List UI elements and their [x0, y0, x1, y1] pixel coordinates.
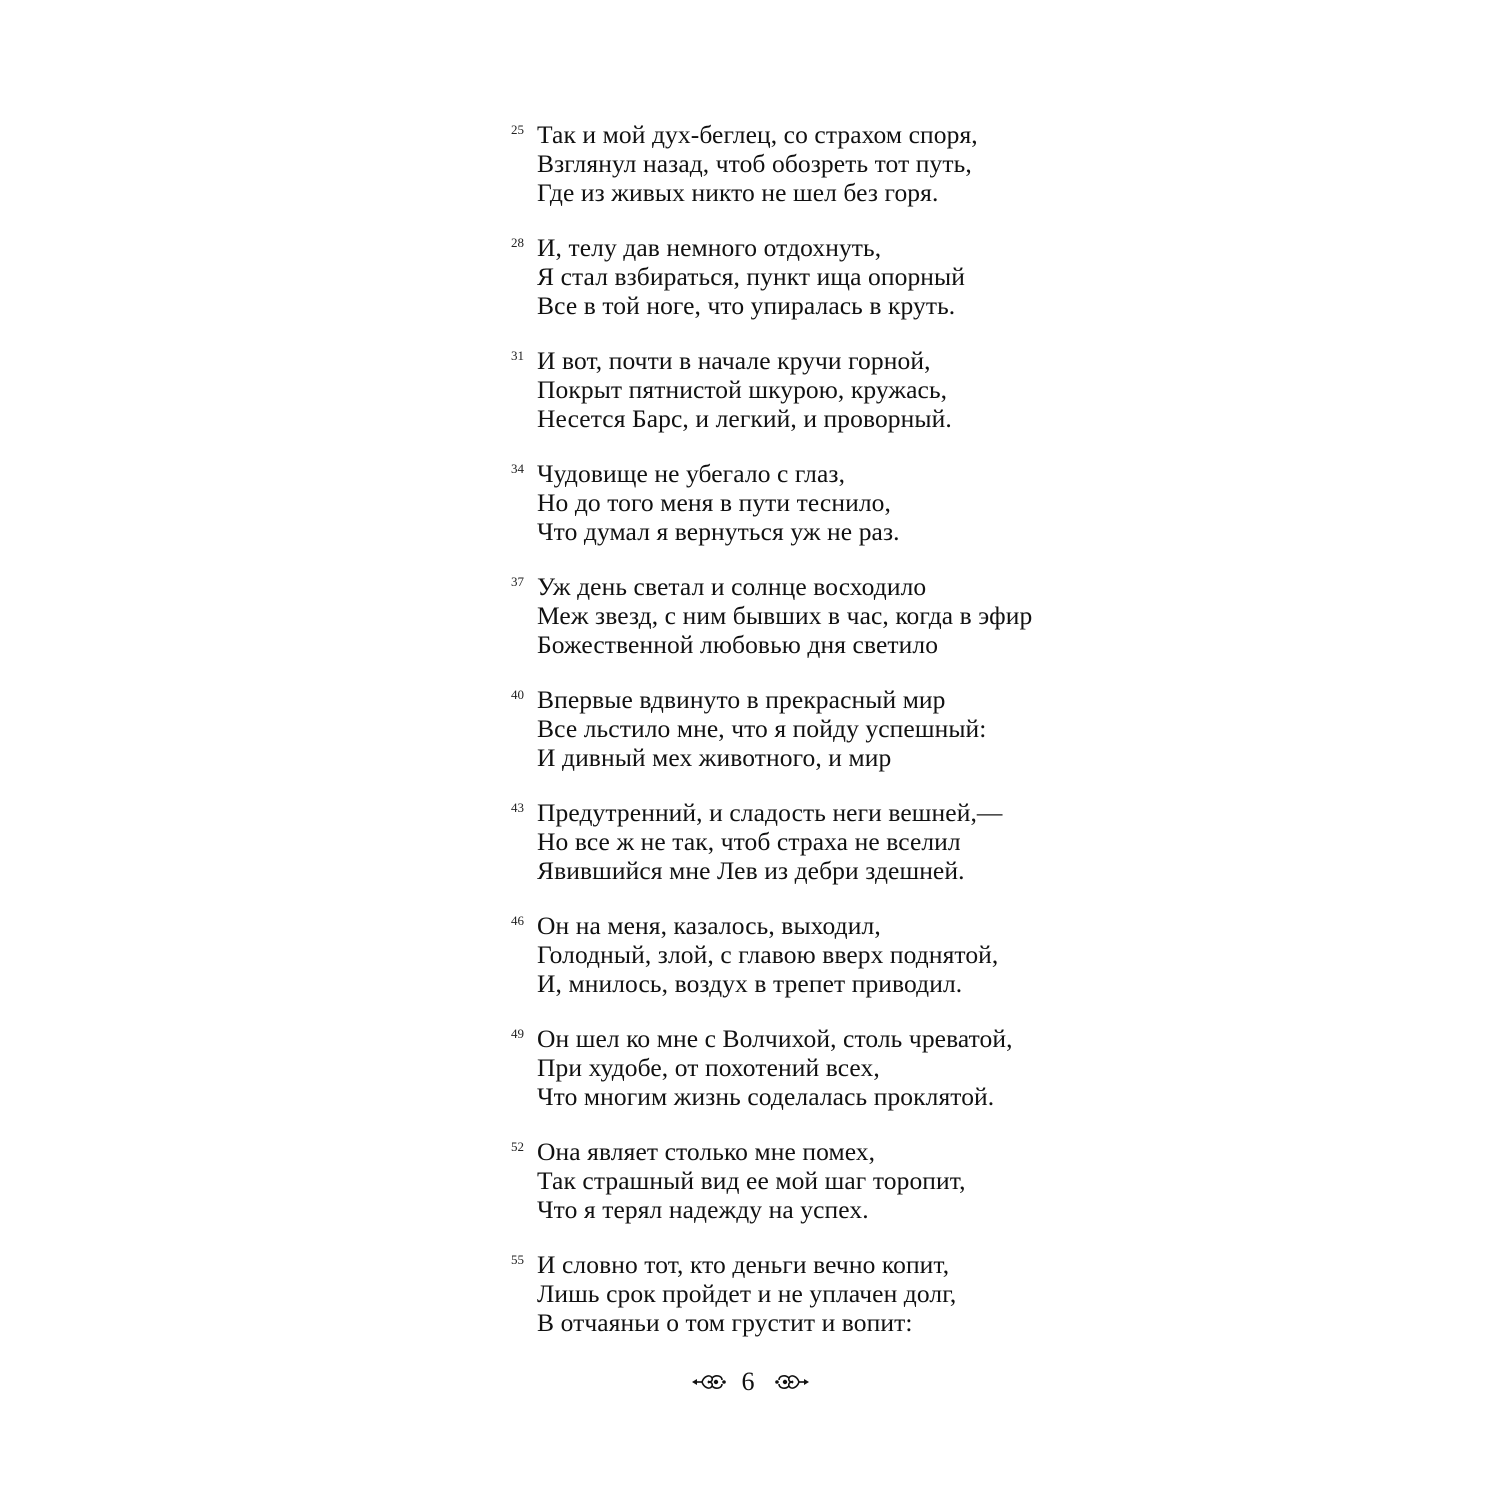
poem-text: [510, 120, 1130, 1363]
verse-line: Уж день светал и солнце восходило: [537, 572, 927, 601]
verse-line: Так и мой дух-беглец, со страхом споря,: [537, 120, 978, 149]
verse-line: Впервые вдвинуто в прекрасный мир: [537, 685, 946, 714]
verse-line: Лишь срок пройдет и не уплачен долг,: [537, 1279, 957, 1308]
page-number: 6: [741, 1367, 755, 1396]
verse-line: И, телу дав немного отдохнуть,: [537, 233, 882, 262]
verse-line: При худобе, от похотений всех,: [537, 1053, 880, 1082]
line-number: 37: [511, 574, 524, 589]
verse-line: Но до того меня в пути теснило,: [537, 488, 891, 517]
flourish-right-icon: [773, 1368, 809, 1396]
stanza: [510, 233, 1130, 320]
verse-line: В отчаяньи о том грустит и вопит:: [537, 1308, 913, 1337]
verse-line: Она являет столько мне помех,: [537, 1137, 876, 1166]
verse-line: Он на меня, казалось, выходил,: [537, 911, 881, 940]
stanza: [510, 459, 1130, 546]
verse-line: И дивный мех животного, и мир: [537, 743, 892, 772]
verse-line: И словно тот, кто деньги вечно копит,: [537, 1250, 950, 1279]
verse-line: Что думал я вернуться уж не раз.: [537, 517, 900, 546]
verse-line: Что я терял надежду на успех.: [537, 1195, 869, 1224]
verse-line: Все в той ноге, что упиралась в круть.: [537, 291, 956, 320]
stanza: [510, 1137, 1130, 1224]
line-number: 43: [511, 800, 524, 815]
verse-line: Все льстило мне, что я пойду успешный:: [537, 714, 987, 743]
line-number: 40: [511, 687, 524, 702]
verse-line: Где из живых никто не шел без горя.: [537, 178, 939, 207]
verse-line: Покрыт пятнистой шкурою, кружась,: [537, 375, 948, 404]
flourish-left-icon: [692, 1368, 728, 1396]
verse-line: Меж звезд, с ним бывших в час, когда в эфир: [537, 601, 1033, 630]
stanza: [510, 1250, 1130, 1337]
line-number: 55: [511, 1252, 524, 1267]
line-number: 52: [511, 1139, 524, 1154]
stanza: [510, 685, 1130, 772]
verse-line: И вот, почти в начале кручи горной,: [537, 346, 931, 375]
verse-line: Чудовище не убегало с глаз,: [537, 459, 846, 488]
verse-line: Явившийся мне Лев из дебри здешней.: [537, 856, 965, 885]
stanza: [510, 1024, 1130, 1111]
verse-line: Несется Барс, и легкий, и проворный.: [537, 404, 952, 433]
stanza: [510, 120, 1130, 207]
verse-line: Взглянул назад, чтоб обозреть тот путь,: [537, 149, 972, 178]
verse-line: Предутренний, и сладость неги вешней,—: [537, 798, 1003, 827]
line-number: 34: [511, 461, 524, 476]
verse-line: Я стал взбираться, пункт ища опорный: [537, 262, 966, 291]
line-number: 46: [511, 913, 524, 928]
stanza: [510, 572, 1130, 659]
line-number: 28: [511, 235, 524, 250]
verse-line: Что многим жизнь соделалась проклятой.: [537, 1082, 995, 1111]
verse-line: Но все ж не так, чтоб страха не вселил: [537, 827, 961, 856]
stanza: [510, 911, 1130, 998]
line-number: 31: [511, 348, 524, 363]
stanza: [510, 346, 1130, 433]
page-footer: [0, 1362, 1500, 1402]
verse-line: Он шел ко мне с Волчихой, столь чреватой,: [537, 1024, 1013, 1053]
verse-line: Голодный, злой, с главою вверх поднятой,: [537, 940, 999, 969]
verse-line: Божественной любовью дня светило: [537, 630, 939, 659]
line-number: 25: [511, 122, 524, 137]
verse-line: И, мнилось, воздух в трепет приводил.: [537, 969, 963, 998]
verse-line: Так страшный вид ее мой шаг торопит,: [537, 1166, 966, 1195]
line-number: 49: [511, 1026, 524, 1041]
stanza: [510, 798, 1130, 885]
